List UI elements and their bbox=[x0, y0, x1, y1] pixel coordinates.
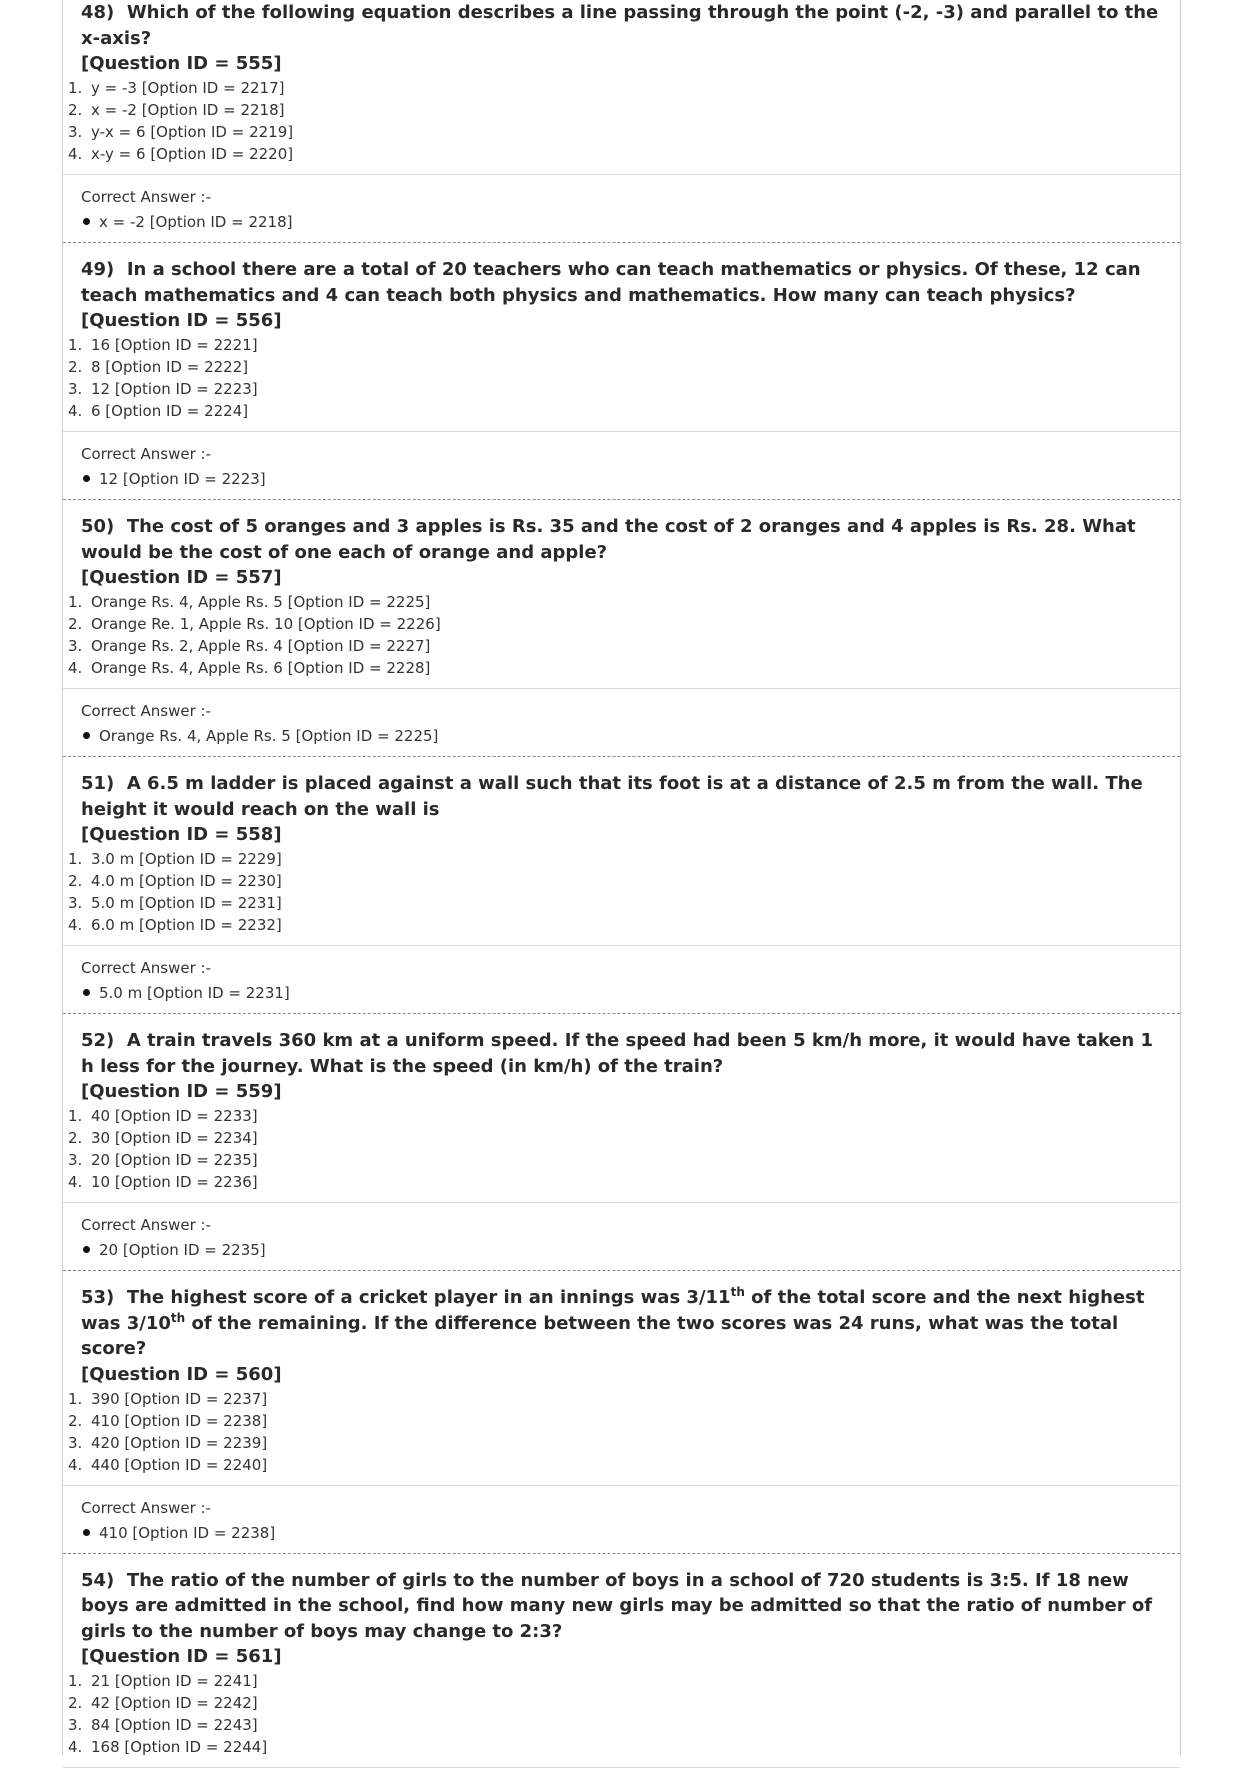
question-stem: The ratio of the number of girls to the number of boys in a school of 720 students is 3:5. If 18 new boys are admitted in the school, find how many new girls may be admitted so that the ratio of number of girls to the number of boys may change to 2:3? bbox=[81, 1570, 1152, 1642]
option-number: 3. bbox=[68, 121, 91, 143]
question-paper bbox=[62, 0, 1181, 1755]
option-item bbox=[68, 870, 1162, 892]
option-number: 2. bbox=[68, 1127, 91, 1149]
option-text: 3.0 m [Option ID = 2229] bbox=[91, 850, 282, 868]
option-number: 3. bbox=[68, 1149, 91, 1171]
option-number: 2. bbox=[68, 356, 91, 378]
option-text: 42 [Option ID = 2242] bbox=[91, 1694, 258, 1712]
question-text bbox=[81, 1014, 1162, 1079]
option-text: 30 [Option ID = 2234] bbox=[91, 1129, 258, 1147]
question-stem: The cost of 5 oranges and 3 apples is Rs. 35 and the cost of 2 oranges and 4 apples is Rs. 28. What would be the cost of one each of orange and apple? bbox=[81, 516, 1136, 563]
question-body bbox=[63, 243, 1180, 432]
question-text bbox=[81, 757, 1162, 822]
superscript: th bbox=[171, 1311, 185, 1325]
question-stem-part: The highest score of a cricket player in an innings was 3/11 bbox=[127, 1287, 731, 1308]
option-item bbox=[68, 657, 1162, 679]
question-text bbox=[81, 243, 1162, 308]
question-block bbox=[63, 1554, 1180, 1768]
question-number: 53) bbox=[81, 1287, 114, 1308]
question-block bbox=[63, 757, 1180, 1014]
bullet-icon bbox=[83, 1529, 90, 1536]
question-id: [Question ID = 560] bbox=[81, 1362, 1162, 1387]
option-item bbox=[68, 892, 1162, 914]
option-item bbox=[68, 143, 1162, 165]
correct-answer-text: 20 [Option ID = 2235] bbox=[99, 1241, 266, 1259]
option-text: Orange Rs. 4, Apple Rs. 5 [Option ID = 2225] bbox=[91, 593, 430, 611]
option-number: 1. bbox=[68, 1670, 91, 1692]
correct-answer-text: 5.0 m [Option ID = 2231] bbox=[99, 984, 290, 1002]
option-number: 2. bbox=[68, 613, 91, 635]
option-item bbox=[68, 1692, 1162, 1714]
option-number: 3. bbox=[68, 635, 91, 657]
question-text bbox=[81, 1554, 1162, 1645]
bullet-icon bbox=[83, 218, 90, 225]
correct-answer-label: Correct Answer :- bbox=[81, 957, 1162, 979]
question-block bbox=[63, 500, 1180, 757]
option-number: 2. bbox=[68, 99, 91, 121]
option-text: 16 [Option ID = 2221] bbox=[91, 336, 258, 354]
option-number: 3. bbox=[68, 892, 91, 914]
question-stem: In a school there are a total of 20 teachers who can teach mathematics or physics. Of these, 12 can teach mathematics and 4 can teach both physics and mathematics. How many can teach physics? bbox=[81, 259, 1141, 306]
option-item bbox=[68, 1149, 1162, 1171]
correct-answer-label: Correct Answer :- bbox=[81, 186, 1162, 208]
option-number: 3. bbox=[68, 1432, 91, 1454]
option-number: 1. bbox=[68, 1388, 91, 1410]
option-text: 12 [Option ID = 2223] bbox=[91, 380, 258, 398]
option-number: 1. bbox=[68, 77, 91, 99]
option-list bbox=[68, 334, 1162, 422]
question-block bbox=[63, 0, 1180, 243]
option-item bbox=[68, 334, 1162, 356]
option-item bbox=[68, 635, 1162, 657]
option-item bbox=[68, 914, 1162, 936]
option-number: 4. bbox=[68, 657, 91, 679]
correct-answer bbox=[81, 468, 1162, 490]
correct-answer-section bbox=[63, 946, 1180, 1013]
option-text: 420 [Option ID = 2239] bbox=[91, 1434, 267, 1452]
option-list bbox=[68, 1670, 1162, 1758]
option-text: 40 [Option ID = 2233] bbox=[91, 1107, 258, 1125]
option-text: 390 [Option ID = 2237] bbox=[91, 1390, 267, 1408]
question-block bbox=[63, 1271, 1180, 1554]
option-list bbox=[68, 1388, 1162, 1476]
correct-answer bbox=[81, 1522, 1162, 1544]
option-text: 5.0 m [Option ID = 2231] bbox=[91, 894, 282, 912]
question-number: 50) bbox=[81, 516, 114, 537]
question-body bbox=[63, 1014, 1180, 1203]
question-body bbox=[63, 757, 1180, 946]
option-number: 2. bbox=[68, 1410, 91, 1432]
option-number: 3. bbox=[68, 1714, 91, 1736]
option-number: 4. bbox=[68, 1171, 91, 1193]
superscript: th bbox=[731, 1285, 745, 1299]
question-id: [Question ID = 561] bbox=[81, 1644, 1162, 1669]
correct-answer-text: Orange Rs. 4, Apple Rs. 5 [Option ID = 2225] bbox=[99, 727, 438, 745]
option-number: 2. bbox=[68, 870, 91, 892]
question-id: [Question ID = 556] bbox=[81, 308, 1162, 333]
option-item bbox=[68, 1454, 1162, 1476]
question-body bbox=[63, 500, 1180, 689]
question-stem-part: of the total score and the next highest was 3/10 bbox=[81, 1287, 1144, 1334]
correct-answer-label: Correct Answer :- bbox=[81, 443, 1162, 465]
bullet-icon bbox=[83, 1246, 90, 1253]
correct-answer-label: Correct Answer :- bbox=[81, 1497, 1162, 1519]
correct-answer bbox=[81, 1239, 1162, 1261]
option-item bbox=[68, 1714, 1162, 1736]
question-stem: A 6.5 m ladder is placed against a wall such that its foot is at a distance of 2.5 m from the wall. The height it would reach on the wall is bbox=[81, 773, 1143, 820]
option-item bbox=[68, 1410, 1162, 1432]
question-stem: Which of the following equation describes a line passing through the point (-2, -3) and parallel to the x-axis? bbox=[81, 2, 1158, 49]
option-item bbox=[68, 1432, 1162, 1454]
bullet-icon bbox=[83, 989, 90, 996]
option-list bbox=[68, 77, 1162, 165]
question-id: [Question ID = 557] bbox=[81, 565, 1162, 590]
option-number: 1. bbox=[68, 591, 91, 613]
option-item bbox=[68, 378, 1162, 400]
question-text bbox=[81, 1271, 1162, 1362]
option-text: 6 [Option ID = 2224] bbox=[91, 402, 248, 420]
option-text: 440 [Option ID = 2240] bbox=[91, 1456, 267, 1474]
option-item bbox=[68, 1171, 1162, 1193]
correct-answer-text: 410 [Option ID = 2238] bbox=[99, 1524, 275, 1542]
question-body bbox=[63, 1554, 1180, 1768]
option-list bbox=[68, 848, 1162, 936]
option-item bbox=[68, 848, 1162, 870]
option-text: 8 [Option ID = 2222] bbox=[91, 358, 248, 376]
option-item bbox=[68, 99, 1162, 121]
correct-answer-label: Correct Answer :- bbox=[81, 1214, 1162, 1236]
correct-answer bbox=[81, 982, 1162, 1004]
option-text: 410 [Option ID = 2238] bbox=[91, 1412, 267, 1430]
option-text: 4.0 m [Option ID = 2230] bbox=[91, 872, 282, 890]
bullet-icon bbox=[83, 475, 90, 482]
option-text: y-x = 6 [Option ID = 2219] bbox=[91, 123, 293, 141]
option-number: 4. bbox=[68, 1454, 91, 1476]
question-number: 54) bbox=[81, 1570, 114, 1591]
question-number: 48) bbox=[81, 2, 114, 23]
question-stem: A train travels 360 km at a uniform speed. If the speed had been 5 km/h more, it would have taken 1 h less for the journey. What is the speed (in km/h) of the train? bbox=[81, 1030, 1153, 1077]
option-number: 1. bbox=[68, 848, 91, 870]
bullet-icon bbox=[83, 732, 90, 739]
option-text: 21 [Option ID = 2241] bbox=[91, 1672, 258, 1690]
question-id: [Question ID = 558] bbox=[81, 822, 1162, 847]
question-body bbox=[63, 1271, 1180, 1486]
option-item bbox=[68, 77, 1162, 99]
option-text: 84 [Option ID = 2243] bbox=[91, 1716, 258, 1734]
option-text: Orange Re. 1, Apple Rs. 10 [Option ID = 2226] bbox=[91, 615, 441, 633]
question-id: [Question ID = 559] bbox=[81, 1079, 1162, 1104]
correct-answer-section bbox=[63, 432, 1180, 499]
option-item bbox=[68, 1388, 1162, 1410]
option-text: 168 [Option ID = 2244] bbox=[91, 1738, 267, 1756]
correct-answer-section bbox=[63, 689, 1180, 756]
question-number: 49) bbox=[81, 259, 114, 280]
question-block bbox=[63, 243, 1180, 500]
question-id: [Question ID = 555] bbox=[81, 51, 1162, 76]
option-text: y = -3 [Option ID = 2217] bbox=[91, 79, 285, 97]
correct-answer-text: 12 [Option ID = 2223] bbox=[99, 470, 266, 488]
option-number: 3. bbox=[68, 378, 91, 400]
option-number: 1. bbox=[68, 1105, 91, 1127]
option-item bbox=[68, 356, 1162, 378]
correct-answer bbox=[81, 725, 1162, 747]
option-item bbox=[68, 1105, 1162, 1127]
question-block bbox=[63, 1014, 1180, 1271]
correct-answer-section bbox=[63, 1486, 1180, 1553]
option-text: x = -2 [Option ID = 2218] bbox=[91, 101, 285, 119]
option-text: Orange Rs. 4, Apple Rs. 6 [Option ID = 2228] bbox=[91, 659, 430, 677]
option-item bbox=[68, 613, 1162, 635]
option-item bbox=[68, 1127, 1162, 1149]
option-text: x-y = 6 [Option ID = 2220] bbox=[91, 145, 293, 163]
question-text bbox=[81, 0, 1162, 51]
question-body bbox=[63, 0, 1180, 175]
question-number: 51) bbox=[81, 773, 114, 794]
option-text: 20 [Option ID = 2235] bbox=[91, 1151, 258, 1169]
option-number: 4. bbox=[68, 1736, 91, 1758]
option-item bbox=[68, 121, 1162, 143]
option-number: 4. bbox=[68, 914, 91, 936]
option-text: Orange Rs. 2, Apple Rs. 4 [Option ID = 2227] bbox=[91, 637, 430, 655]
option-text: 6.0 m [Option ID = 2232] bbox=[91, 916, 282, 934]
option-number: 4. bbox=[68, 400, 91, 422]
question-number: 52) bbox=[81, 1030, 114, 1051]
option-number: 4. bbox=[68, 143, 91, 165]
option-list bbox=[68, 1105, 1162, 1193]
option-item bbox=[68, 400, 1162, 422]
question-text bbox=[81, 500, 1162, 565]
question-stem-part: of the remaining. If the difference between the two scores was 24 runs, what was the total score? bbox=[81, 1313, 1118, 1360]
option-item bbox=[68, 591, 1162, 613]
correct-answer bbox=[81, 211, 1162, 233]
option-item bbox=[68, 1670, 1162, 1692]
correct-answer-section bbox=[63, 1203, 1180, 1270]
correct-answer-text: x = -2 [Option ID = 2218] bbox=[99, 213, 293, 231]
correct-answer-label: Correct Answer :- bbox=[81, 700, 1162, 722]
option-text: 10 [Option ID = 2236] bbox=[91, 1173, 258, 1191]
option-number: 1. bbox=[68, 334, 91, 356]
option-list bbox=[68, 591, 1162, 679]
option-number: 2. bbox=[68, 1692, 91, 1714]
correct-answer-section bbox=[63, 175, 1180, 242]
